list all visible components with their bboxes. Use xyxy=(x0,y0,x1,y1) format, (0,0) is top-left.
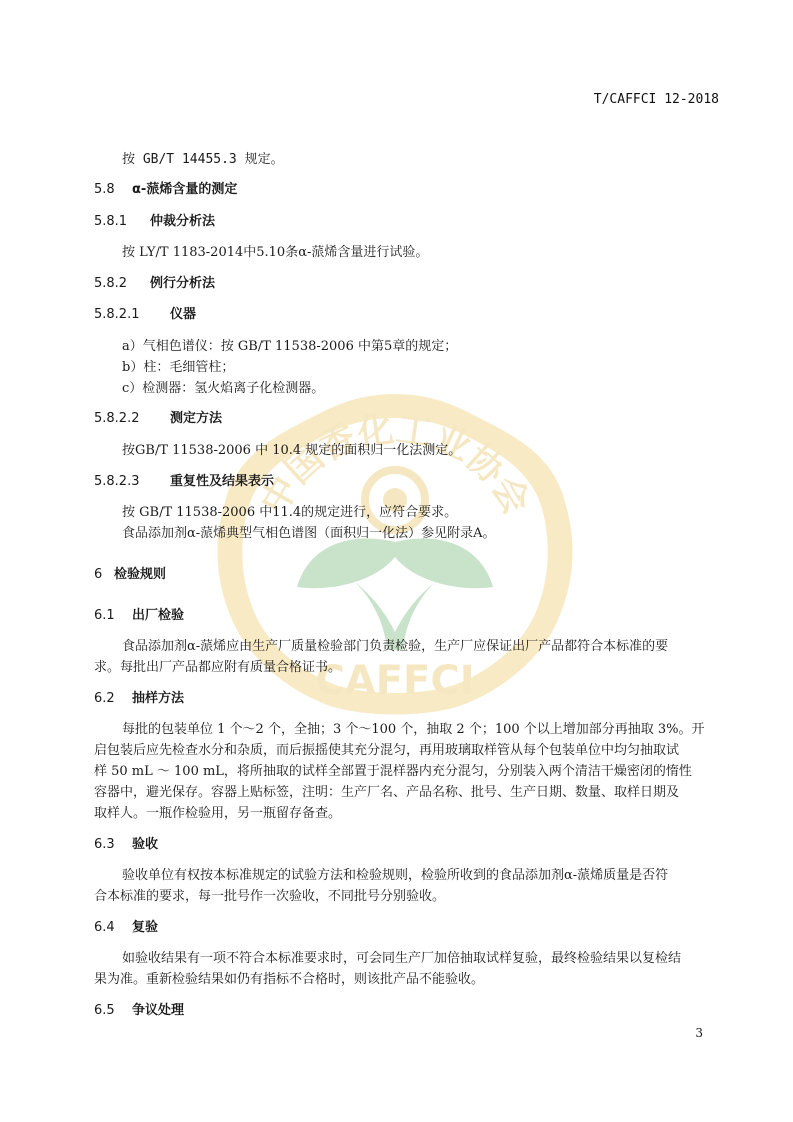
paragraph-line: 求。每批出厂产品都应附有质量合格证书。 xyxy=(94,660,342,675)
section-number: 5.8.2.3 xyxy=(94,474,140,489)
section-title: 测定方法 xyxy=(170,411,223,426)
section-heading-5-8-2-3 xyxy=(94,472,274,492)
section-number: 5.8.2 xyxy=(94,276,128,291)
section-heading-5-8-2-2 xyxy=(94,409,222,429)
paragraph-line: 每批的包装单位 1 个～2 个，全抽；3 个～100 个，抽取 2 个；100 个以上增加部分再抽取 3%。开 xyxy=(122,722,705,737)
paragraph-line: 食品添加剂α-蒎烯典型气相色谱图（面积归一化法）参见附录A。 xyxy=(122,526,496,541)
list-item: b）柱：毛细管柱； xyxy=(122,360,235,375)
section-heading-6-3 xyxy=(94,835,158,855)
paragraph-line: 食品添加剂α-蒎烯应由生产厂质量检验部门负责检验，生产厂应保证出厂产品都符合本标准的要 xyxy=(122,639,669,654)
paragraph-line: 取样人。一瓶作检验用，另一瓶留存备查。 xyxy=(94,806,342,821)
paragraph-line: 验收单位有权按本标准规定的试验方法和检验规则，检验所收到的食品添加剂α-蒎烯质量是否符 xyxy=(122,868,669,883)
document-id-header: T/CAFFCI 12-2018 xyxy=(593,92,719,107)
section-title: 检验规则 xyxy=(114,567,167,582)
section-title: 仲裁分析法 xyxy=(150,214,216,229)
paragraph-line: 果为准。重新检验结果如仍有指标不合格时，则该批产品不能验收。 xyxy=(94,972,485,987)
section-title: 抽样方法 xyxy=(132,691,185,706)
section-heading-6-2 xyxy=(94,689,184,709)
page-number: 3 xyxy=(695,1026,703,1040)
paragraph-line: 如验收结果有一项不符合本标准要求时，可会同生产厂加倍抽取试样复验，最终检验结果以复检结 xyxy=(122,951,682,966)
section-number: 5.8.2.2 xyxy=(94,411,140,426)
section-heading-6-4 xyxy=(94,918,158,938)
paragraph-line: 容器中，避光保存。容器上贴标签，注明：生产厂名、产品名称、批号、生产日期、数量、取样日期及 xyxy=(94,785,680,800)
section-heading-5-8 xyxy=(94,180,237,200)
section-title: 重复性及结果表示 xyxy=(170,474,275,489)
paragraph-line: 样 50 mL ～ 100 mL，将所抽取的试样全部置于混样器内充分混匀，分别装入两个清洁干燥密闭的惰性 xyxy=(94,764,692,779)
section-heading-5-8-1 xyxy=(94,212,215,232)
paragraph-line: 按GB/T 11538-2006 中 10.4 规定的面积归一化法测定。 xyxy=(122,443,462,458)
section-title: α-蒎烯含量的测定 xyxy=(132,182,238,197)
section-title: 仪器 xyxy=(170,307,197,322)
section-number: 6.2 xyxy=(94,691,115,706)
section-title: 争议处理 xyxy=(132,1003,185,1018)
section-heading-6 xyxy=(94,565,166,585)
section-number: 5.8.1 xyxy=(94,214,128,229)
section-heading-5-8-2 xyxy=(94,274,215,294)
section-title: 复验 xyxy=(132,920,159,935)
list-item: a）气相色谱仪：按 GB/T 11538-2006 中第5章的规定； xyxy=(122,339,458,354)
section-title: 验收 xyxy=(132,837,159,852)
section-number: 5.8 xyxy=(94,182,115,197)
section-number: 6 xyxy=(94,567,103,582)
section-number: 5.8.2.1 xyxy=(94,307,140,322)
section-title: 出厂检验 xyxy=(132,608,185,623)
watermark-arc-text: 中国香化工业协会 xyxy=(253,409,537,522)
section-title: 例行分析法 xyxy=(150,276,216,291)
paragraph-line: 按 GB/T 11538-2006 中11.4的规定进行，应符合要求。 xyxy=(122,505,458,520)
paragraph-line: 按 LY/T 1183-2014中5.10条α-蒎烯含量进行试验。 xyxy=(122,245,429,260)
section-heading-6-1 xyxy=(94,606,184,626)
section-number: 6.5 xyxy=(94,1003,115,1018)
paragraph-line: 合本标准的要求，每一批号作一次验收，不同批号分别验收。 xyxy=(94,889,446,904)
list-item: c）检测器：氢火焰离子化检测器。 xyxy=(122,381,325,396)
section-number: 6.3 xyxy=(94,837,115,852)
paragraph-line: 启包装后应先检查水分和杂质，而后振摇使其充分混匀，再用玻璃取样管从每个包装单位中均匀抽取试 xyxy=(94,743,680,758)
watermark-text: CAFFCI xyxy=(315,658,475,704)
section-number: 6.1 xyxy=(94,608,115,623)
section-heading-6-5 xyxy=(94,1001,184,1021)
paragraph-line: 按 GB/T 14455.3 规定。 xyxy=(122,152,284,167)
section-number: 6.4 xyxy=(94,920,115,935)
section-heading-5-8-2-1 xyxy=(94,305,196,325)
